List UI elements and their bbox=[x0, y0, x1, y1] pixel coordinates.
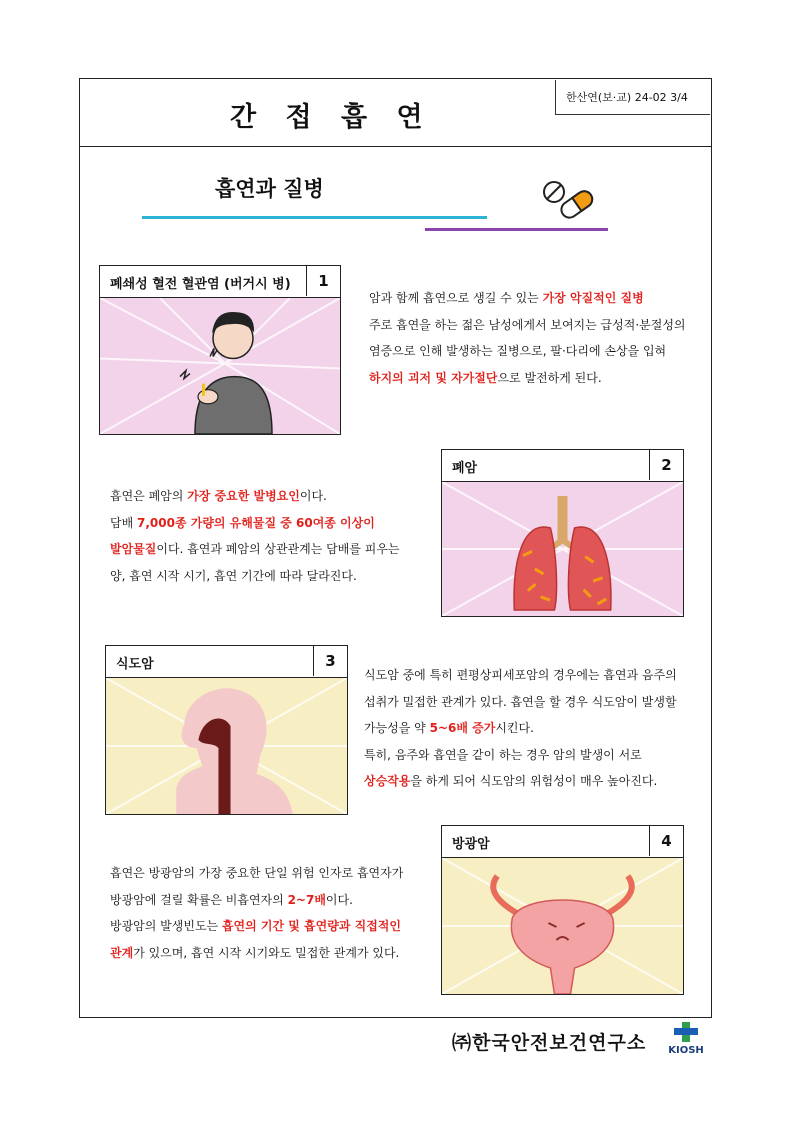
text-span: 시킨다. bbox=[495, 721, 534, 735]
highlight-text: 관계 bbox=[110, 945, 134, 960]
text-line: 주로 흡연을 하는 젊은 남성에게서 보여지는 급성적·분절성의 bbox=[369, 317, 686, 332]
highlight-text: 가장 악질적인 질병 bbox=[542, 291, 644, 305]
text-line bbox=[110, 510, 400, 537]
organization-name: ㈜한국안전보건연구소 bbox=[452, 1032, 647, 1054]
card-header bbox=[106, 646, 347, 678]
text-line bbox=[110, 887, 403, 914]
header-divider bbox=[79, 146, 712, 147]
card-number: 2 bbox=[649, 450, 683, 480]
paragraph-buerger bbox=[369, 285, 686, 391]
card-illustration bbox=[442, 482, 683, 616]
card-title: 폐쇄성 혈전 혈관염 (버거시 병) bbox=[110, 277, 291, 292]
highlight-text: 2~7배 bbox=[287, 892, 326, 907]
card-buerger-disease bbox=[99, 265, 341, 435]
card-number: 3 bbox=[313, 646, 347, 676]
section-title: 흡연과 질병 bbox=[215, 177, 324, 201]
text-line: 염증으로 인해 발생하는 질병으로, 팔·다리에 손상을 입혀 bbox=[369, 344, 667, 358]
text-line bbox=[110, 536, 400, 563]
card-number: 1 bbox=[306, 266, 340, 296]
text-span: 담배 bbox=[110, 515, 137, 530]
highlight-text: 발암물질 bbox=[110, 542, 157, 556]
highlight-text: 7,000종 가량의 유해물질 중 60여종 이상이 bbox=[137, 515, 375, 530]
text-line: 식도암 중에 특히 편평상피세포암의 경우에는 흡연과 음주의 bbox=[364, 668, 677, 682]
card-bladder-cancer bbox=[441, 825, 684, 995]
highlight-text: 5~6배 증가 bbox=[429, 721, 496, 735]
card-esophageal-cancer bbox=[105, 645, 348, 815]
doc-reference: 한산연(보·교) 24-02 3/4 bbox=[555, 80, 710, 115]
text-line bbox=[110, 913, 403, 940]
card-illustration bbox=[442, 858, 683, 994]
text-line bbox=[364, 768, 677, 795]
card-title: 식도암 bbox=[116, 657, 154, 672]
text-line bbox=[369, 285, 686, 312]
text-span: 이다. 흡연과 폐암의 상관관계는 담배를 피우는 bbox=[156, 542, 400, 556]
card-number: 4 bbox=[649, 826, 683, 856]
text-span: 암과 함께 흡연으로 생길 수 있는 bbox=[369, 291, 543, 305]
text-line bbox=[110, 940, 403, 967]
card-lung-cancer bbox=[441, 449, 684, 617]
text-line bbox=[369, 365, 686, 392]
title-underline-blue bbox=[142, 216, 487, 219]
highlight-text: 가장 중요한 발병요인 bbox=[187, 489, 300, 503]
card-title: 폐암 bbox=[452, 461, 478, 476]
text-line: 흡연은 방광암의 가장 중요한 단일 위험 인자로 흡연자가 bbox=[110, 866, 404, 880]
text-line: 섭취가 밀접한 관계가 있다. 흡연을 할 경우 식도암이 발생할 bbox=[364, 694, 677, 709]
text-span: 가 있으며, 흡연 시작 시기와도 밀접한 관계가 있다. bbox=[133, 945, 400, 960]
text-line bbox=[110, 483, 400, 510]
text-span: 이다. bbox=[299, 489, 327, 503]
text-span: 가능성을 약 bbox=[364, 721, 430, 735]
title-underline-purple bbox=[425, 228, 608, 231]
pill-icon bbox=[540, 178, 595, 220]
card-header bbox=[442, 826, 683, 858]
text-span: 방광암에 걸릴 확률은 비흡연자의 bbox=[110, 892, 288, 907]
text-span: 흡연은 폐암의 bbox=[110, 489, 188, 503]
text-line bbox=[364, 715, 677, 742]
paragraph-bladder bbox=[110, 860, 403, 966]
text-span: 으로 발전하게 된다. bbox=[497, 370, 602, 385]
text-line: 양, 흡연 시작 시기, 흡연 기간에 따라 달라진다. bbox=[110, 568, 357, 583]
page-title: 간 접 흡 연 bbox=[230, 102, 433, 133]
paragraph-esophageal bbox=[364, 662, 677, 795]
kiosh-logo bbox=[662, 1020, 710, 1056]
card-header bbox=[442, 450, 683, 482]
card-illustration bbox=[100, 298, 340, 434]
text-span: 을 하게 되어 식도암의 위험성이 매우 높아진다. bbox=[410, 774, 658, 788]
highlight-text: 흡연의 기간 및 흡연량과 직접적인 bbox=[221, 919, 401, 933]
text-span: 방광암의 발생빈도는 bbox=[110, 919, 222, 933]
card-illustration bbox=[106, 678, 347, 814]
highlight-text: 하지의 괴저 및 자가절단 bbox=[369, 370, 498, 385]
logo-mark-icon bbox=[662, 1020, 710, 1044]
text-line: 특히, 음주와 흡연을 같이 하는 경우 암의 발생이 서로 bbox=[364, 747, 642, 762]
highlight-text: 상승작용 bbox=[364, 774, 411, 788]
text-span: 이다. bbox=[325, 892, 353, 907]
paragraph-lung bbox=[110, 483, 400, 589]
logo-text: KIOSH bbox=[668, 1045, 704, 1056]
card-header bbox=[100, 266, 340, 298]
card-title: 방광암 bbox=[452, 837, 490, 852]
